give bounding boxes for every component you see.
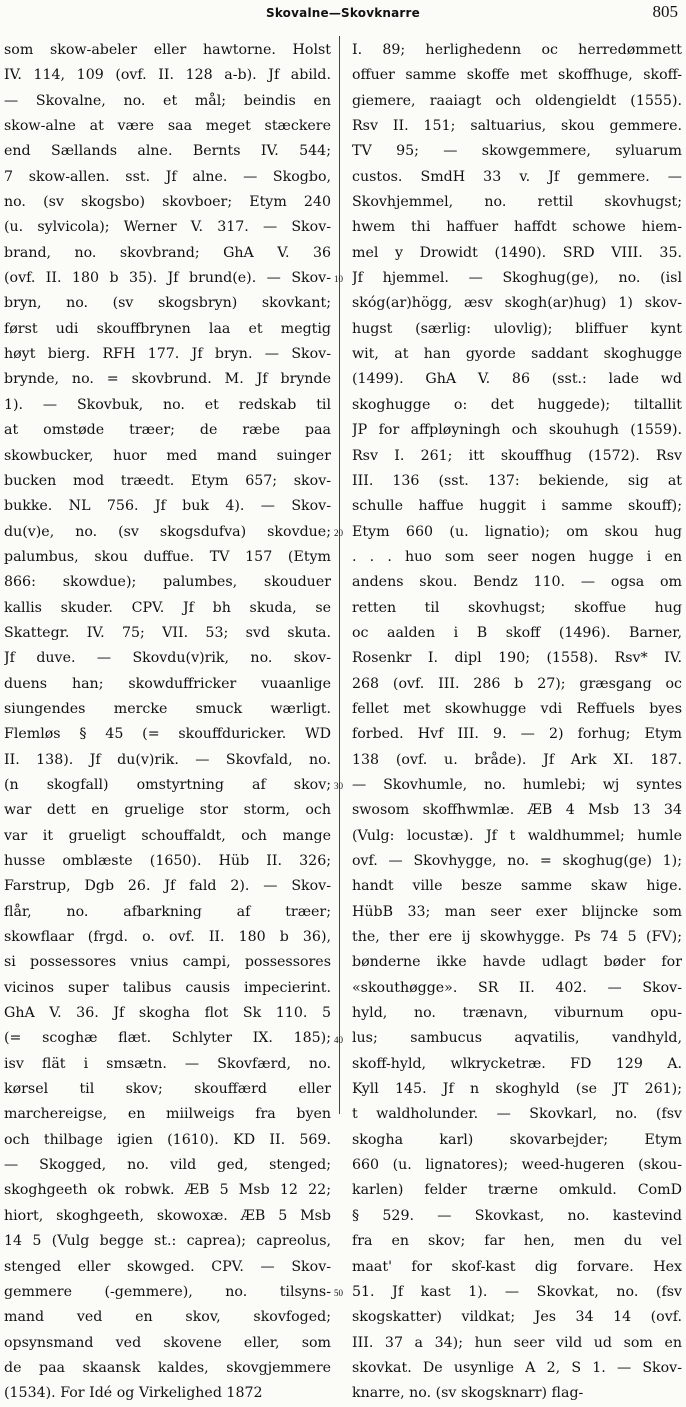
text-line: — Skovalne, no. et mål; beindis en: [4, 92, 331, 109]
text-line: (n skogfall) omstyrtning af skov;: [4, 776, 331, 793]
text-line: Flemløs § 45 (= skouffduricker. WD: [4, 726, 331, 743]
text-line: oc aalden i B skoff (1496). Barner,: [352, 624, 682, 641]
text-line: Jf duve. — Skovdu(v)rik, no. skov-: [4, 650, 331, 667]
text-line: war dett en gruelige stor storm, och: [4, 802, 331, 819]
text-line: custos. SmdH 33 v. Jf gemmere. —: [352, 168, 682, 185]
line-number-marker: 50: [334, 1288, 343, 1299]
text-line: (1534). For Idé og Virkelighed 1872: [4, 1385, 263, 1402]
text-line: karlen) felder trærne omkuld. ComD: [352, 1182, 682, 1199]
text-line: at omstøde træer; de ræbe paa: [4, 422, 331, 439]
text-line: handt ville besze samme skaw hige.: [352, 878, 682, 895]
text-line: Etym 660 (u. lignatio); om skou hug: [352, 523, 682, 540]
text-line: giemere, raaiagt och oldengieldt (1555).: [352, 92, 682, 109]
left-column: [4, 38, 331, 1407]
text-line: flår, no. afbarkning af træer;: [4, 903, 331, 920]
text-line: Rsv I. 261; itt skouffhug (1572). Rsv: [352, 447, 682, 464]
running-head: Skovalne—Skovknarre: [265, 6, 421, 20]
text-line: kørsel til skov; skouffærd eller: [4, 1081, 331, 1098]
text-line: och thilbage igien (1610). KD II. 569.: [4, 1131, 331, 1148]
text-line: Rosenkr I. dipl 190; (1558). Rsv* IV.: [352, 650, 682, 667]
text-line: GhA V. 36. Jf skogha flot Sk 110. 5: [4, 1005, 331, 1022]
text-line: IV. 114, 109 (ovf. II. 128 a-b). Jf abild.: [4, 67, 331, 84]
text-line: de paa skaansk kaldes, skovgjemmere: [4, 1359, 331, 1376]
text-line: swosom skoffhwmlæ. ÆB 4 Msb 13 34: [352, 802, 682, 819]
text-line: wit, at han gyorde saddant skoghugge: [352, 346, 682, 363]
text-line: Rsv II. 151; saltuarius, skou gemmere.: [352, 118, 682, 135]
text-line: lus; sambucus aqvatilis, vandhyld,: [352, 1030, 682, 1047]
text-line: Kyll 145. Jf n skoghyld (se JT 261);: [352, 1081, 682, 1098]
text-line: husse omblæste (1650). Hüb II. 326;: [4, 853, 331, 869]
text-line: hwem thi haffuer haffdt schowe hiem-: [352, 219, 682, 236]
text-line: hiort, skoghgeeth, skowoxæ. ÆB 5 Msb: [4, 1207, 331, 1224]
text-line: t waldholunder. — Skovkarl, no. (fsv: [352, 1106, 682, 1123]
text-line: si possessores vnius campi, possessores: [4, 954, 331, 971]
text-line: andens skou. Bendz 110. — ogsa om: [352, 574, 682, 591]
text-line: TV 95; — skowgemmere, syluarum: [352, 143, 682, 160]
text-line: II. 138). Jf du(v)rik. — Skovfald, no.: [4, 751, 331, 768]
line-number-marker: 30: [334, 781, 343, 792]
page-number: 805: [652, 2, 678, 21]
text-line: siungendes mercke smuck wærligt.: [4, 700, 331, 717]
text-line: 51. Jf kast 1). — Skovkat, no. (fsv: [352, 1283, 682, 1300]
text-line: «skouthøgge». SR II. 402. — Skov-: [352, 979, 682, 996]
text-line: 660 (u. lignatores); weed-hugeren (skou-: [352, 1157, 682, 1174]
text-line: opsynsmand ved skovene eller, som: [4, 1334, 331, 1351]
text-line: — Skogged, no. vild ged, stenged;: [4, 1157, 331, 1174]
text-line: fra en skov; far hen, men du vel: [352, 1233, 682, 1250]
line-number-marker: 20: [334, 527, 343, 538]
text-line: skoghgeeth ok robwk. ÆB 5 Msb 12 22;: [4, 1182, 331, 1199]
text-line: mand ved en skov, skovfoged;: [4, 1309, 331, 1326]
text-line: offuer samme skoffe met skoffhuge, skoff-: [352, 67, 682, 84]
text-line: (= scoghæ flæt. Schlyter IX. 185);: [4, 1030, 331, 1047]
text-line: først udi skouffbrynen laa et megtig: [4, 320, 331, 337]
text-line: I. 89; herlighedenn oc herredømmett: [352, 42, 682, 58]
text-line: skogha karl) skovarbejder; Etym: [352, 1131, 682, 1148]
text-line: skóg(ar)högg, æsv skogh(ar)hug) 1) skov-: [352, 295, 682, 312]
text-line: 268 (ovf. III. 286 b 27); græsgang oc: [352, 675, 682, 692]
text-line: Jf hjemmel. — Skoghug(ge), no. (isl: [352, 270, 682, 287]
text-line: (Vulg: locustæ). Jf t waldhummel; humle: [352, 827, 682, 844]
text-line: — Skovhumle, no. humlebi; wj syntes: [352, 776, 682, 793]
text-line: skoff-hyld, wlkrycketræ. FD 129 A.: [352, 1055, 682, 1072]
text-line: no. (sv skogsbo) skovboer; Etym 240: [4, 194, 331, 211]
column-divider: [339, 36, 340, 1114]
text-line: isv flät i smsætn. — Skovfærd, no.: [4, 1055, 331, 1072]
text-line: brynde, no. = skovbrund. M. Jf brynde: [4, 371, 331, 388]
text-line: JP for affpløyningh och skouhugh (1559).: [352, 422, 682, 439]
text-line: 7 skow-allen. sst. Jf alne. — Skogbo,: [4, 168, 331, 185]
text-line: (1499). GhA V. 86 (sst.: lade wd: [352, 371, 682, 388]
text-line: end Sællands alne. Bernts IV. 544;: [4, 143, 331, 160]
page-header: [0, 2, 686, 24]
text-line: 1). — Skovbuk, no. et redskab til: [4, 396, 331, 413]
text-line: som skow-abeler eller hawtorne. Holst: [4, 42, 331, 58]
text-line: HübB 33; man seer exer blijncke som: [352, 903, 682, 920]
text-line: skowbucker, huor med mand suinger: [4, 447, 331, 464]
text-line: Farstrup, Dgb 26. Jf fald 2). — Skov-: [4, 878, 331, 895]
text-line: duens han; skowduffricker vuaanlige: [4, 675, 331, 692]
text-line: ovf. — Skovhygge, no. = skoghug(ge) 1);: [352, 853, 682, 869]
text-line: skovkat. De usynlige A 2, S 1. — Skov-: [352, 1359, 682, 1376]
text-line: schulle haffue huggit i samme skouff);: [352, 498, 682, 515]
right-column: [352, 38, 682, 1407]
text-line: brand, no. skovbrand; GhA V. 36: [4, 244, 331, 261]
text-line: 14 5 (Vulg begge st.: caprea); capreolus,: [4, 1233, 331, 1250]
text-line: du(v)e, no. (sv skogsdufva) skovdue;: [4, 523, 331, 540]
text-line: the, ther ere ij skowhygge. Ps 74 5 (FV);: [352, 929, 682, 946]
text-line: marchereigse, en miilweigs fra byen: [4, 1106, 331, 1123]
line-number-marker: 40: [334, 1034, 343, 1045]
text-line: Skovhjemmel, no. rettil skovhugst;: [352, 194, 682, 211]
text-line: . . . huo som seer nogen hugge i en: [352, 548, 682, 565]
text-line: III. 37 a 34); hun seer vild ud som en: [352, 1334, 682, 1351]
text-line: forbed. Hvf III. 9. — 2) forhug; Etym: [352, 726, 682, 743]
text-line: skogskatter) vildkat; Jes 34 14 (ovf.: [352, 1309, 682, 1326]
text-line: mel y Drowidt (1490). SRD VIII. 35.: [352, 244, 682, 261]
text-line: III. 136 (sst. 137: bekiende, sig at: [352, 472, 682, 489]
text-line: høyt bierg. RFH 177. Jf bryn. — Skov-: [4, 346, 331, 363]
text-line: hugst (særlig: ulovlig); bliffuer kynt: [352, 320, 682, 337]
text-line: maat' for skof-kast dig forvare. Hex: [352, 1258, 682, 1275]
text-line: skoghugge o: det huggede); tiltallit: [352, 396, 682, 413]
text-line: (ovf. II. 180 b 35). Jf brund(e). — Skov-: [4, 270, 331, 287]
line-number-marker: 10: [334, 274, 343, 285]
text-line: Skattegr. IV. 75; VII. 53; svd skuta.: [4, 624, 331, 641]
text-line: skowflaar (frgd. o. ovf. II. 180 b 36),: [4, 929, 331, 946]
text-line: bønderne ikke havde udlagt bøder for: [352, 954, 682, 971]
text-line: retten til skovhugst; skoffue hug: [352, 599, 682, 616]
text-line: bryn, no. (sv skogsbryn) skovkant;: [4, 295, 331, 312]
text-line: § 529. — Skovkast, no. kastevind: [352, 1207, 682, 1224]
text-line: skow-alne at være saa meget stæckere: [4, 118, 331, 135]
text-line: vicinos super talibus causis impecierint.: [4, 979, 331, 996]
text-line: (u. sylvicola); Werner V. 317. — Skov-: [4, 219, 331, 236]
text-line: 138 (ovf. u. bråde). Jf Ark XI. 187.: [352, 751, 682, 768]
text-line: palumbus, skou duffue. TV 157 (Etym: [4, 548, 331, 565]
text-line: 866: skowdue); palumbes, skouduer: [4, 574, 331, 591]
text-line: bukke. NL 756. Jf buk 4). — Skov-: [4, 498, 331, 515]
text-line: gemmere (-gemmere), no. tilsyns-: [4, 1283, 331, 1300]
text-line: hyld, no. trænavn, viburnum opu-: [352, 1005, 682, 1022]
text-line: bucken mod træedt. Etym 657; skov-: [4, 472, 331, 489]
text-line: var it grueligt schouffaldt, och mange: [4, 827, 331, 844]
text-line: fellet met skowhugge vdi Reffuels byes: [352, 700, 682, 717]
text-line: kallis skuder. CPV. Jf bh skuda, se: [4, 599, 331, 616]
text-line: stenged eller skowged. CPV. — Skov-: [4, 1258, 331, 1275]
text-line: knarre, no. (sv skogsknarr) flag-: [352, 1385, 584, 1402]
